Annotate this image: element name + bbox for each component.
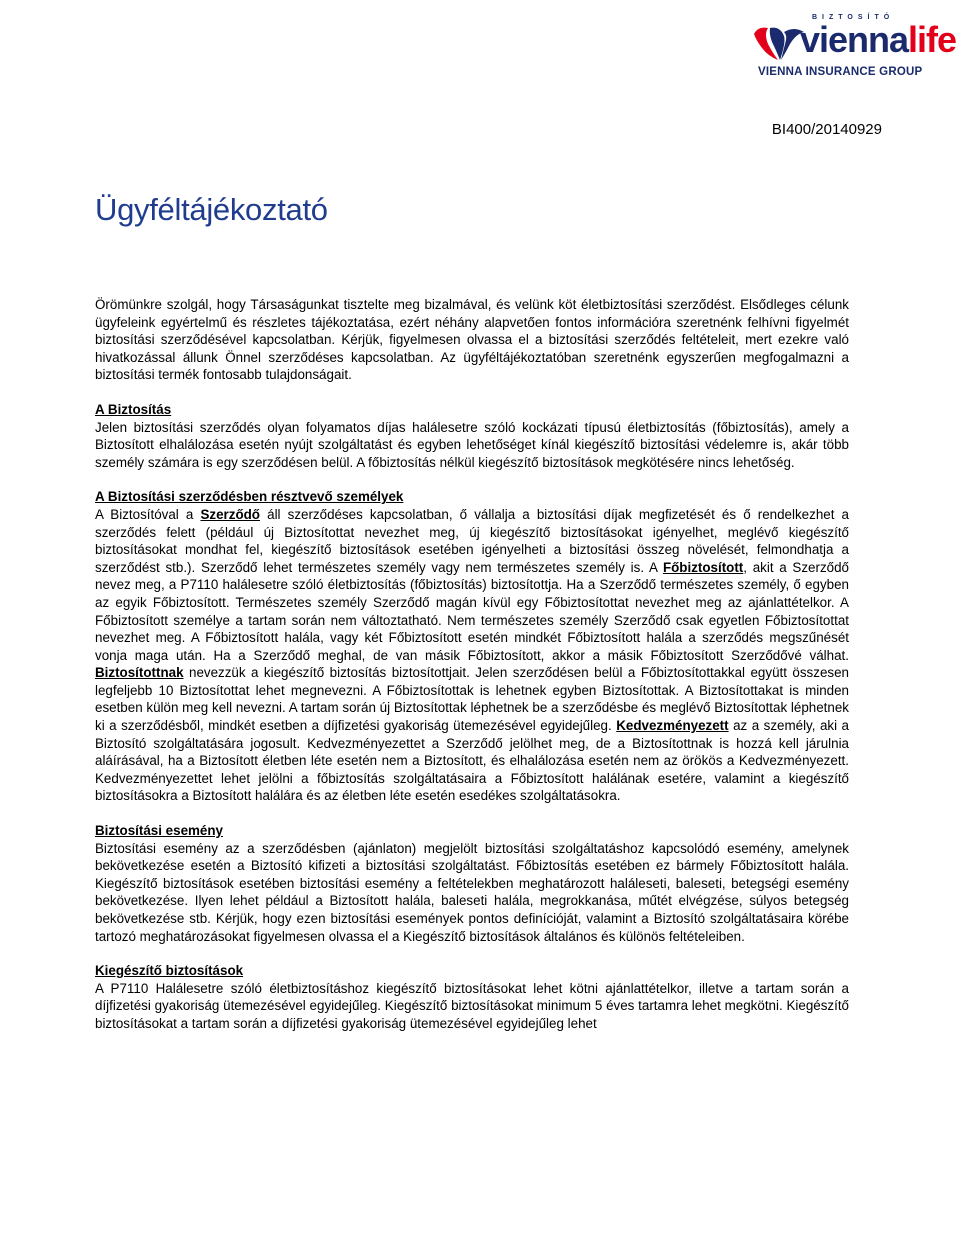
section-kiegeszito (95, 962, 849, 1032)
section-paragraph: Biztosítási esemény az a szerződésben (ajánlaton) megjelölt biztosítási szolgáltatáshoz kapcsolódó esemény, amelynek bekövetkezése esetén a Biztosító kifizeti a biztosítási szolgáltatást. Főbiztosítás esetében ez bármely Főbiztosított halála. Kiegészítő biztosítások esetében biztosítási esemény a feltételekben meghatározott haláleseti, baleseti, betegségi esemény bekövetkezése. Ilyen lehet például a Biztosított halála, baleseti halála, megrokkanása, műtét elvégzése, súlyos betegség bekövetkezése stb. Kérjük, hogy ezen biztosítási események pontos definícióját, valamint a Biztosító szolgáltatásaira körébe tartozó meghatározásokat figyelmesen olvassa el a Kiegészítő biztosítások általános és különös feltételeiben. (95, 840, 849, 944)
term-szerzodo: Szerződő (200, 506, 260, 522)
section-paragraph: A P7110 Halálesetre szóló életbiztosításhoz kiegészítő biztosításokat lehet kötni ajánlattételkor, illetve a tartam során a díjfizetési gyakoriság ütemezésével egyidejűleg. Kiegészítő biztosításokat minimum 5 éves tartamra lehet megkötni. Kiegészítő biztosításokat a tartam során a díjfizetési gyakoriság ütemezésével egyidejűleg lehet (95, 980, 849, 1031)
section-esemeny (95, 822, 849, 945)
document-body (95, 296, 849, 1033)
section-heading: Kiegészítő biztosítások (95, 963, 244, 979)
section-paragraph (95, 506, 849, 805)
text-run: az a személy, aki a Biztosító szolgáltatására jogosult. Kedvezményezettet a Szerződő jelölhet meg, de a Biztosítottnak is hozzá kell járulnia aláírásával, ha a Biztosított életben léte esetén nem a Biztosított, és elhalálozása esetén nem az örökös a Kedvezményezett. Kedvezményezettet lehet jelölni a főbiztosítás szolgáltatásaira a Főbiztosított halálának esetére, valamint a kiegészítő biztosításokra a Biztosított halálára és az életben léte esetén esedékes szolgáltatásokra. (95, 718, 850, 804)
text-run: A Biztosítóval a (95, 506, 201, 522)
section-heading: Biztosítási esemény (95, 823, 224, 839)
text-run: áll szerződéses kapcsolatban, ő vállalja a biztosítási díjak megfizetését és ő rendelkezhet a szerződés felett (például új Biztosítottat nevezhet meg, új kiegészítő biztosításokat igényelhet, meglévő kiegészítő biztosításokat mondhat fel, kiegészítő biztosítások esetében igényelheti a biztosítási összeg növelését, felmondhatja a szerződést stb.). Szerződő lehet természetes személy vagy nem természetes személy is. A (95, 506, 849, 575)
text-run: nevezzük a kiegészítő biztosítás biztosítottjait. Jelen szerződésen belül a Főbiztosítottakkal együtt összesen legfeljebb 10 Biztosítottat lehet megnevezni. A Főbiztosítottak is lehetnek egyben Biztosítottak. A Biztosítottakat is minden esetben külön meg kell nevezni. A tartam során új Biztosítottak léphetnek be a szerződésbe és meglévő Biztosítottak léphetnek ki a szerződésből, mindkét esetben a díjfizetési gyakoriság ütemezésével egyidejűleg. (95, 665, 849, 734)
intro-paragraph: Örömünkre szolgál, hogy Társaságunkat tisztelte meg bizalmával, és velünk köt életbiztosítási szerződést. Elsődleges célunk ügyfeleink egyértelmű és részletes tájékoztatása, ezért néhány alapvetően fontos információra szeretnénk felhívni figyelmét biztosítási szerződésével kapcsolatban. Kérjük, figyelmesen olvassa el a biztosítási szerződés feltételeit, mert ezekre való hivatkozással állunk Önnel szerződéses kapcsolatban. Az ügyféltájékoztatóban szeretnénk egyszerűen megfogalmazni a biztosítási termék fontosabb tulajdonságait. (95, 297, 849, 383)
page-title: Ügyféltájékoztató (95, 192, 328, 227)
logo-tagline: VIENNA INSURANCE GROUP (758, 66, 923, 78)
section-biztositas (95, 401, 849, 471)
text-run: , akit a Szerződő nevez meg, a P7110 halálesetre szóló életbiztosítás (főbiztosítás) biztosítottja. Ha a Szerződő természetes személy, ő egyben az egyik Főbiztosított. Természetes személy Szerződő magán kívül egy Főbiztosítottat nevezhet meg az ajánlattételkor. A Főbiztosított személye a tartam során nem változtatható. Nem természetes személy Szerződő csak egyetlen Főbiztosítottat nevezhet meg. A Főbiztosított halála, vagy két Főbiztosított esetén mindkét Főbiztosított halála a szerződés megszűnését vonja maga után. Ha a Szerződő meghal, de van másik Főbiztosított, akkor a másik Főbiztosított Szerződővé válhat. (95, 559, 849, 663)
term-fobiztositott: Főbiztosított (662, 559, 744, 575)
section-heading: A Biztosítás (95, 401, 172, 417)
section-szemelyek (95, 488, 849, 805)
section-paragraph: Jelen biztosítási szerződés olyan folyamatos díjas halálesetre szóló kockázati típusú életbiztosítás (főbiztosítás), amely a Biztosított elhalálozása esetén nyújt szolgáltatást és egyben lehetőséget kínál kiegészítő biztosítási védelemre is, akár több személy számára is egy szerződésen belül. A főbiztosítás nélkül kiegészítő biztosítások megkötésére nincs lehetőség. (95, 419, 849, 470)
term-kedvezmenyezett: Kedvezményezett (616, 718, 729, 734)
company-logo (750, 14, 957, 82)
term-biztositottnak: Biztosítottnak (95, 665, 184, 681)
logo-top-text: BIZTOSÍTÓ (812, 14, 895, 21)
logo-wordmark (800, 19, 957, 60)
document-code: BI400/20140929 (771, 121, 882, 138)
logo-wordmark-life: life (908, 19, 957, 60)
logo-wordmark-vienna: vienna (800, 19, 909, 60)
section-heading: A Biztosítási szerződésben résztvevő személyek (95, 489, 404, 505)
